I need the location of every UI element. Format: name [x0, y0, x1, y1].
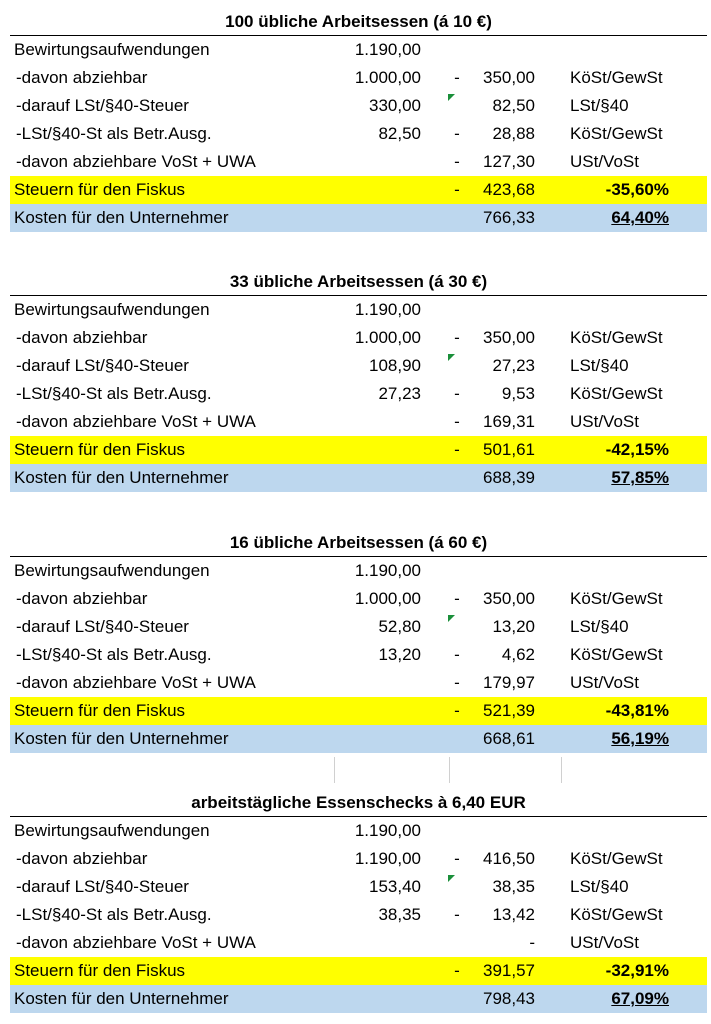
tax-percent[interactable]: -43,81% [605, 701, 669, 720]
table-row[interactable] [10, 901, 707, 929]
cost-total-row[interactable] [10, 204, 707, 232]
tax-value[interactable]: 9,53 [501, 384, 535, 403]
table-row[interactable] [10, 641, 707, 669]
tax-type[interactable]: USt/VoSt [570, 412, 639, 431]
row-label[interactable]: -davon abziehbar [16, 849, 148, 868]
row-label[interactable]: -LSt/§40-St als Betr.Ausg. [16, 905, 212, 924]
base-value[interactable]: 1.000,00 [354, 328, 421, 347]
base-value[interactable]: 330,00 [369, 96, 421, 115]
cell-comment-marker-icon [448, 94, 455, 101]
row-label[interactable]: -LSt/§40-St als Betr.Ausg. [16, 645, 212, 664]
row-label[interactable]: -davon abziehbare VoSt + UWA [16, 152, 256, 171]
minus-sign: - [454, 589, 460, 608]
row-label[interactable]: -davon abziehbare VoSt + UWA [16, 933, 256, 952]
table-row[interactable] [10, 613, 707, 641]
minus-sign: - [454, 328, 460, 347]
cost-percent[interactable]: 57,85% [611, 468, 669, 487]
tax-type[interactable]: LSt/§40 [570, 356, 629, 375]
base-value[interactable]: 1.190,00 [354, 300, 421, 319]
section-title[interactable]: 100 übliche Arbeitsessen (á 10 €) [10, 8, 707, 36]
tax-total-label[interactable]: Steuern für den Fiskus [14, 440, 186, 459]
table-row[interactable] [10, 352, 707, 380]
tax-type[interactable]: KöSt/GewSt [570, 124, 663, 143]
row-label[interactable]: -davon abziehbar [16, 328, 148, 347]
tax-total-label[interactable]: Steuern für den Fiskus [14, 961, 186, 980]
minus-sign: - [454, 152, 460, 171]
calc-section [10, 8, 707, 232]
minus-sign: - [454, 180, 460, 199]
table-row[interactable] [10, 296, 707, 324]
row-label[interactable]: -davon abziehbar [16, 589, 148, 608]
minus-sign: - [454, 849, 460, 868]
calc-section [10, 789, 707, 1013]
tax-type[interactable]: LSt/§40 [570, 96, 629, 115]
table-row[interactable] [10, 148, 707, 176]
cost-total-value[interactable]: 766,33 [483, 208, 535, 227]
cost-percent[interactable]: 67,09% [611, 989, 669, 1008]
tax-percent[interactable]: -42,15% [605, 440, 669, 459]
tax-total-row[interactable] [10, 436, 707, 464]
tax-value[interactable]: - [529, 933, 535, 952]
tax-type[interactable]: KöSt/GewSt [570, 905, 663, 924]
empty-gridlines [0, 757, 711, 787]
row-label[interactable]: Bewirtungsaufwendungen [14, 300, 210, 319]
base-value[interactable]: 38,35 [378, 905, 421, 924]
base-value[interactable]: 1.000,00 [354, 589, 421, 608]
cost-total-value[interactable]: 668,61 [483, 729, 535, 748]
tax-type[interactable]: USt/VoSt [570, 933, 639, 952]
tax-value[interactable]: 350,00 [483, 589, 535, 608]
cost-total-value[interactable]: 798,43 [483, 989, 535, 1008]
minus-sign: - [454, 412, 460, 431]
table-row[interactable] [10, 817, 707, 845]
table-row[interactable] [10, 92, 707, 120]
row-label[interactable]: -LSt/§40-St als Betr.Ausg. [16, 124, 212, 143]
tax-value[interactable]: 127,30 [483, 152, 535, 171]
row-label[interactable]: -darauf LSt/§40-Steuer [16, 96, 189, 115]
row-label[interactable]: -LSt/§40-St als Betr.Ausg. [16, 384, 212, 403]
table-row[interactable] [10, 64, 707, 92]
tax-type[interactable]: LSt/§40 [570, 877, 629, 896]
calc-section [10, 268, 707, 492]
tax-value[interactable]: 179,97 [483, 673, 535, 692]
base-value[interactable]: 82,50 [378, 124, 421, 143]
tax-total-row[interactable] [10, 957, 707, 985]
minus-sign: - [454, 673, 460, 692]
table-row[interactable] [10, 324, 707, 352]
tax-value[interactable]: 13,20 [492, 617, 535, 636]
tax-total-value[interactable]: 423,68 [483, 180, 535, 199]
cost-total-label[interactable]: Kosten für den Unternehmer [14, 729, 229, 748]
tax-total-label[interactable]: Steuern für den Fiskus [14, 180, 186, 199]
tax-type[interactable]: KöSt/GewSt [570, 849, 663, 868]
base-value[interactable]: 1.190,00 [354, 849, 421, 868]
base-value[interactable]: 52,80 [378, 617, 421, 636]
minus-sign: - [454, 961, 460, 980]
tax-value[interactable]: 28,88 [492, 124, 535, 143]
row-label[interactable]: -darauf LSt/§40-Steuer [16, 356, 189, 375]
cost-total-label[interactable]: Kosten für den Unternehmer [14, 208, 229, 227]
cell-comment-marker-icon [448, 354, 455, 361]
tax-total-value[interactable]: 391,57 [483, 961, 535, 980]
table-row[interactable] [10, 36, 707, 64]
tax-value[interactable]: 350,00 [483, 68, 535, 87]
tax-type[interactable]: LSt/§40 [570, 617, 629, 636]
base-value[interactable]: 108,90 [369, 356, 421, 375]
tax-percent[interactable]: -32,91% [605, 961, 669, 980]
tax-value[interactable]: 416,50 [483, 849, 535, 868]
table-row[interactable] [10, 408, 707, 436]
tax-total-row[interactable] [10, 697, 707, 725]
row-label[interactable]: -davon abziehbare VoSt + UWA [16, 412, 256, 431]
table-row[interactable] [10, 929, 707, 957]
row-label[interactable]: -davon abziehbare VoSt + UWA [16, 673, 256, 692]
tax-value[interactable]: 13,42 [492, 905, 535, 924]
table-row[interactable] [10, 380, 707, 408]
row-label[interactable]: -davon abziehbar [16, 68, 148, 87]
calc-section [10, 529, 707, 753]
minus-sign: - [454, 124, 460, 143]
base-value[interactable]: 13,20 [378, 645, 421, 664]
base-value[interactable]: 153,40 [369, 877, 421, 896]
tax-value[interactable]: 4,62 [501, 645, 535, 664]
tax-total-row[interactable] [10, 176, 707, 204]
minus-sign: - [454, 68, 460, 87]
cost-percent[interactable]: 64,40% [611, 208, 669, 227]
tax-value[interactable]: 350,00 [483, 328, 535, 347]
base-value[interactable]: 1.190,00 [354, 561, 421, 580]
row-label[interactable]: -darauf LSt/§40-Steuer [16, 877, 189, 896]
base-value[interactable]: 1.190,00 [354, 821, 421, 840]
cost-total-row[interactable] [10, 725, 707, 753]
base-value[interactable]: 1.000,00 [354, 68, 421, 87]
minus-sign: - [454, 701, 460, 720]
tax-value[interactable]: 169,31 [483, 412, 535, 431]
row-label[interactable]: Bewirtungsaufwendungen [14, 561, 210, 580]
tax-type[interactable]: USt/VoSt [570, 152, 639, 171]
row-label[interactable]: Bewirtungsaufwendungen [14, 821, 210, 840]
cost-total-label[interactable]: Kosten für den Unternehmer [14, 989, 229, 1008]
table-row[interactable] [10, 120, 707, 148]
tax-percent[interactable]: -35,60% [605, 180, 669, 199]
table-row[interactable] [10, 669, 707, 697]
minus-sign: - [454, 384, 460, 403]
cost-total-label[interactable]: Kosten für den Unternehmer [14, 468, 229, 487]
cost-total-row[interactable] [10, 464, 707, 492]
cost-total-value[interactable]: 688,39 [483, 468, 535, 487]
tax-total-value[interactable]: 501,61 [483, 440, 535, 459]
cost-percent[interactable]: 56,19% [611, 729, 669, 748]
tax-value[interactable]: 38,35 [492, 877, 535, 896]
section-title[interactable]: 16 übliche Arbeitsessen (á 60 €) [10, 529, 707, 557]
cell-comment-marker-icon [448, 615, 455, 622]
row-label[interactable]: Bewirtungsaufwendungen [14, 40, 210, 59]
tax-total-value[interactable]: 521,39 [483, 701, 535, 720]
minus-sign: - [454, 440, 460, 459]
tax-type[interactable]: KöSt/GewSt [570, 68, 663, 87]
minus-sign: - [454, 645, 460, 664]
tax-type[interactable]: KöSt/GewSt [570, 589, 663, 608]
tax-type[interactable]: USt/VoSt [570, 673, 639, 692]
cell-comment-marker-icon [448, 875, 455, 882]
table-row[interactable] [10, 585, 707, 613]
tax-total-label[interactable]: Steuern für den Fiskus [14, 701, 186, 720]
tax-value[interactable]: 27,23 [492, 356, 535, 375]
base-value[interactable]: 1.190,00 [354, 40, 421, 59]
row-label[interactable]: -darauf LSt/§40-Steuer [16, 617, 189, 636]
base-value[interactable]: 27,23 [378, 384, 421, 403]
tax-type[interactable]: KöSt/GewSt [570, 384, 663, 403]
cost-total-row[interactable] [10, 985, 707, 1013]
tax-type[interactable]: KöSt/GewSt [570, 328, 663, 347]
table-row[interactable] [10, 557, 707, 585]
table-row[interactable] [10, 873, 707, 901]
tax-type[interactable]: KöSt/GewSt [570, 645, 663, 664]
table-row[interactable] [10, 845, 707, 873]
section-title[interactable]: arbeitstägliche Essenschecks à 6,40 EUR [10, 789, 707, 817]
minus-sign: - [454, 905, 460, 924]
section-title[interactable]: 33 übliche Arbeitsessen (á 30 €) [10, 268, 707, 296]
tax-value[interactable]: 82,50 [492, 96, 535, 115]
